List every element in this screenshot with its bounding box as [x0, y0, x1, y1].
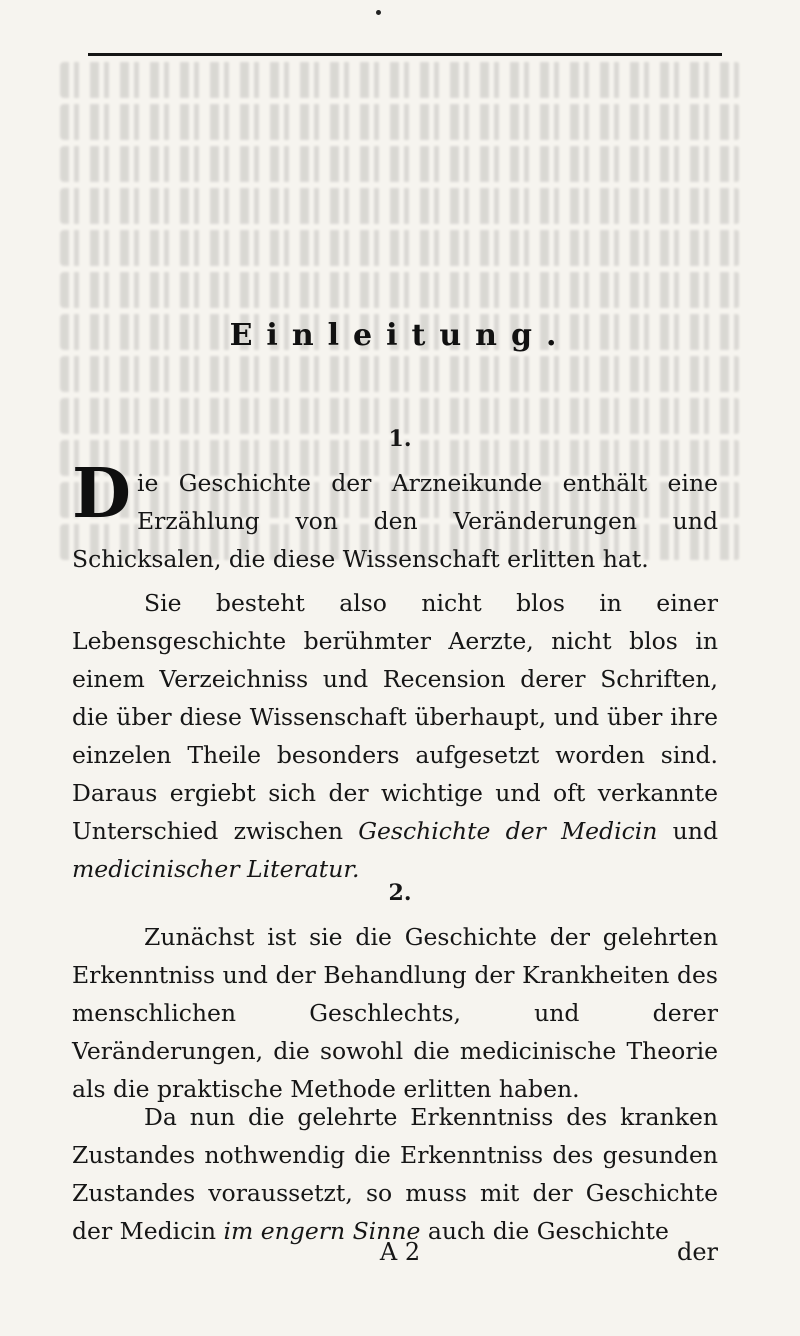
section-number-2: 2. [388, 880, 412, 906]
drop-cap: D [72, 454, 131, 534]
paragraph-2-text-b: und [657, 817, 718, 845]
signature-mark: A 2 [379, 1238, 421, 1266]
header-rule [88, 53, 722, 56]
paragraph-2-text-a: Sie besteht also nicht blos in einer Lebensgeschichte berühmter Aerzte, nicht blos in einem Verzeichniss und Recension derer Schriften, die über diese Wissenschaft überhaupt, und über ihre einzelen Theile besonders aufgesetzt worden sind. Daraus ergiebt sich der wichtige und oft verkannte Unterschied zwischen [72, 589, 718, 845]
catchword: der [676, 1238, 718, 1266]
paragraph-4-text-a: Da nun die gelehrte Erkenntniss des kranken Zustandes nothwendig die Erkenntniss des gesunden Zustandes voraussetzt, so muss mit der Geschichte der Medicin [72, 1103, 718, 1245]
chapter-title: Einleitung. [229, 318, 571, 353]
paragraph-1 [72, 454, 718, 578]
paragraph-2 [72, 584, 718, 888]
paragraph-4-text-b: auch die Geschichte [420, 1217, 669, 1245]
paragraph-1-text: ie Geschichte der Arzneikunde enthält eine Erzählung von den Veränderungen und Schicksalen, die diese Wissenschaft erlitten hat. [72, 469, 718, 573]
paragraph-3-text: Zunächst ist sie die Geschichte der gelehrten Erkenntniss und der Behandlung der Krankheiten des menschlichen Geschlechts, und derer Veränderungen, die sowohl die medicinische Theorie als die praktische Methode erlitten haben. [72, 923, 718, 1103]
ink-speck [376, 10, 381, 15]
paragraph-4-italic-a: im engern Sinne [223, 1217, 421, 1245]
paragraph-3 [72, 918, 718, 1108]
paragraph-4 [72, 1098, 718, 1250]
paragraph-2-italic-b: medicinischer Literatur. [72, 855, 360, 883]
section-number-1: 1. [388, 426, 412, 452]
paragraph-2-italic-a: Geschichte der Medicin [358, 817, 658, 845]
